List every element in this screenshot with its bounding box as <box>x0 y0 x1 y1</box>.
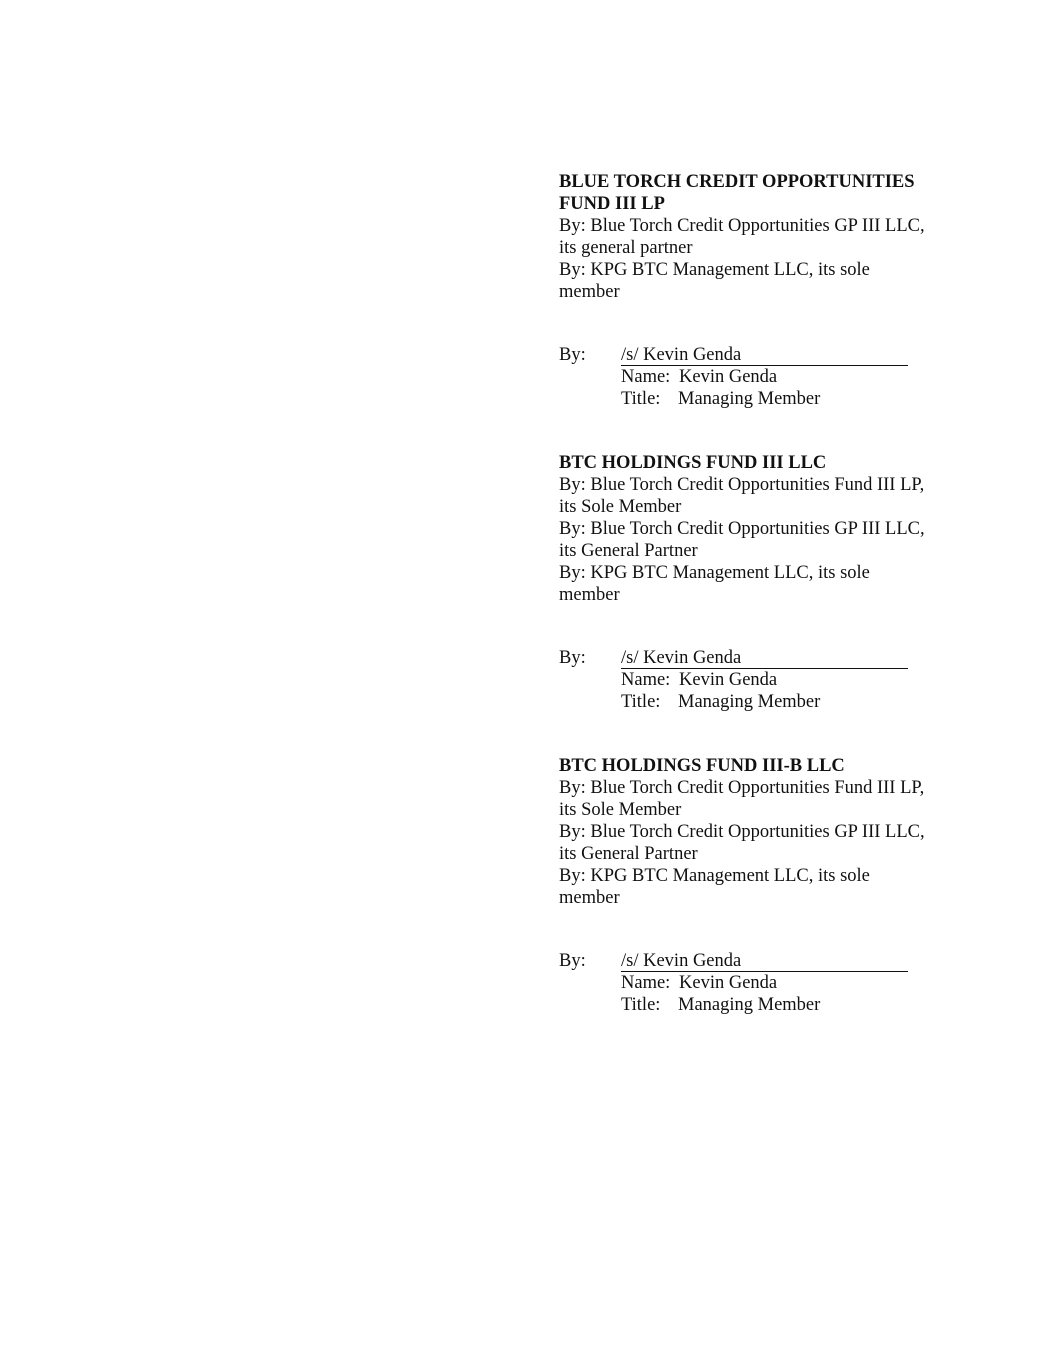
title-label: Title: <box>621 995 661 1015</box>
name-label: Name: <box>621 973 671 993</box>
entity-name: BTC HOLDINGS FUND III-B LLC <box>559 756 845 776</box>
signatory-title-row <box>621 994 929 1016</box>
by-line-general-partner: By: Blue Torch Credit Opportunities GP III LLC, its general partner <box>559 216 925 258</box>
signatory-name-row <box>621 366 929 388</box>
signatory-title: Managing Member <box>678 692 821 712</box>
signature-line: /s/ Kevin Genda <box>621 344 908 366</box>
by-line-management: By: KPG BTC Management LLC, its sole member <box>559 866 870 908</box>
signature-row <box>559 950 929 972</box>
signature-by-label: By: <box>559 648 586 668</box>
signature-by-label: By: <box>559 345 586 365</box>
signature-area <box>559 647 929 713</box>
signatory-title-row <box>621 388 929 410</box>
signatory-name-row <box>621 972 929 994</box>
signature-row <box>559 647 929 669</box>
signatory-title: Managing Member <box>678 995 821 1015</box>
signature-row <box>559 344 929 366</box>
signature-block-blue-torch-fund-iii-lp <box>559 171 929 410</box>
by-line-sole-member: By: Blue Torch Credit Opportunities Fund III LP, its Sole Member <box>559 475 925 517</box>
signatory-name: Kevin Genda <box>679 973 778 993</box>
signatory-name-row <box>621 669 929 691</box>
by-line-sole-member: By: KPG BTC Management LLC, its sole member <box>559 260 870 302</box>
signature-line: /s/ Kevin Genda <box>621 950 908 972</box>
signature-block-btc-holdings-fund-iii-b <box>559 755 929 1016</box>
signatory-title: Managing Member <box>678 389 821 409</box>
by-line-sole-member: By: Blue Torch Credit Opportunities Fund III LP, its Sole Member <box>559 778 925 820</box>
signature-column <box>559 171 929 1016</box>
signatory-name: Kevin Genda <box>679 670 778 690</box>
entity-name: BTC HOLDINGS FUND III LLC <box>559 453 827 473</box>
title-label: Title: <box>621 389 661 409</box>
title-label: Title: <box>621 692 661 712</box>
signature-area <box>559 950 929 1016</box>
by-line-general-partner: By: Blue Torch Credit Opportunities GP III LLC, its General Partner <box>559 519 925 561</box>
by-line-general-partner: By: Blue Torch Credit Opportunities GP III LLC, its General Partner <box>559 822 925 864</box>
name-label: Name: <box>621 367 671 387</box>
by-line-management: By: KPG BTC Management LLC, its sole member <box>559 563 870 605</box>
signatory-title-row <box>621 691 929 713</box>
signature-block-btc-holdings-fund-iii <box>559 452 929 713</box>
signature-line: /s/ Kevin Genda <box>621 647 908 669</box>
signature-area <box>559 344 929 410</box>
entity-name: BLUE TORCH CREDIT OPPORTUNITIES FUND III LP <box>559 172 915 214</box>
signatory-name: Kevin Genda <box>679 367 778 387</box>
name-label: Name: <box>621 670 671 690</box>
signature-by-label: By: <box>559 951 586 971</box>
